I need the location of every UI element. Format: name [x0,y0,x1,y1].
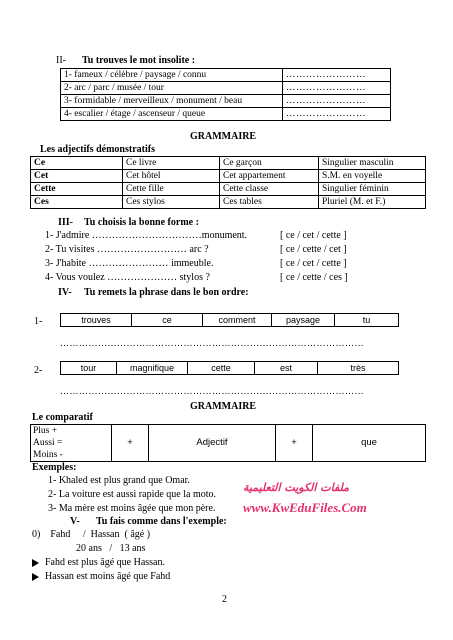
modifier-moins: Moins - [33,450,63,460]
word-cell[interactable]: très [318,362,399,375]
word-cell[interactable]: est [255,362,318,375]
table-cell: Cette [31,183,123,196]
section3-number: III- [58,217,74,228]
sentence1-number: 1- [34,316,43,327]
page-number: 2 [222,594,227,605]
table-row [61,362,399,375]
bullet-text: Fahd est plus âgé que Hassan. [45,557,165,568]
table-cell: Ces stylos [123,196,220,209]
choice-options[interactable]: [ ce / cette / ces ] [280,272,348,283]
sentence1-answer-line[interactable]: …………………………………………………………………………………… [60,338,364,348]
demonstratifs-subtitle: Les adjectifs démonstratifs [40,144,155,155]
insolite-answer[interactable]: …………………… [283,108,391,121]
table-cell: Ces [31,196,123,209]
exemple-item: 3- Ma mère est moins âgée que mon père. [48,503,216,514]
watermark-arabic: ملفات الكويت التعليمية [243,481,350,494]
modifier-plus: Plus + [33,426,58,436]
section4-heading: Tu remets la phrase dans le bon ordre: [84,287,249,298]
table-cell: Cette classe [220,183,319,196]
table-row [31,183,426,196]
table-row [61,95,391,108]
table-cell: Ce livre [123,157,220,170]
plus-sign: + [276,425,313,462]
section4-number: IV- [58,287,72,298]
section3-heading: Tu choisis la bonne forme : [84,217,199,228]
comparatif-modifiers [31,425,112,462]
sentence2-answer-line[interactable]: …………………………………………………………………………………… [60,386,364,396]
comparatif-subtitle: Le comparatif [32,412,93,423]
demonstratifs-table [30,156,426,209]
word-cell[interactable]: magnifique [117,362,188,375]
choice-question: 4- Vous voulez ………………… stylos ? [45,272,210,283]
table-row [61,69,391,82]
table-cell: Singulier masculin [319,157,426,170]
table-cell: S.M. en voyelle [319,170,426,183]
adjectif-cell: Adjectif [149,425,276,462]
word-cell[interactable]: cette [188,362,255,375]
table-row [31,170,426,183]
insolite-answer[interactable]: …………………… [283,82,391,95]
table-cell: Ce garçon [220,157,319,170]
example-ages: 20 ans / 13 ans [76,543,146,554]
section5-heading: Tu fais comme dans l'exemple: [96,516,227,527]
table-cell: Ce [31,157,123,170]
exemples-title: Exemples: [32,462,77,473]
grammaire-title: GRAMMAIRE [190,131,257,142]
section2-number: II- [56,55,66,66]
table-row [31,157,426,170]
exemple-item: 2- La voiture est aussi rapide que la moto. [48,489,217,500]
insolite-answer[interactable]: …………………… [283,95,391,108]
section2-heading: Tu trouves le mot insolite : [82,55,196,66]
insolite-words: 1- fameux / célèbre / paysage / connu [61,69,283,82]
word-cell[interactable]: tu [335,314,399,327]
insolite-table [60,68,391,121]
table-cell: Cet [31,170,123,183]
watermark-url: www.KwEduFiles.Com [243,500,367,515]
arrow-bullet-icon [32,559,39,567]
bullet-item [32,557,165,568]
table-row [61,82,391,95]
section5-number: V- [70,516,80,527]
table-row [61,314,399,327]
insolite-words: 4- escalier / étage / ascenseur / queue [61,108,283,121]
table-row [61,108,391,121]
sentence2-number: 2- [34,365,43,376]
choice-question: 2- Tu visites ……………………… arc ? [45,244,209,255]
modifier-aussi: Aussi = [33,438,63,448]
word-cell[interactable]: paysage [272,314,335,327]
choice-options[interactable]: [ ce / cette / cet ] [280,244,347,255]
insolite-answer[interactable]: …………………… [283,69,391,82]
bullet-item [32,571,170,582]
word-cell[interactable]: tour [61,362,117,375]
comparatif-table [30,424,426,462]
choice-question: 1- J'admire ……………………………monument. [45,230,248,241]
table-row [31,425,426,462]
que-cell: que [313,425,426,462]
choice-question: 3- J'habite …………………… immeuble. [45,258,214,269]
word-cell[interactable]: comment [203,314,272,327]
bullet-text: Hassan est moins âgé que Fahd [45,571,171,582]
grammaire2-title: GRAMMAIRE [190,401,257,412]
table-cell: Ces tables [220,196,319,209]
sentence1-words [60,313,399,327]
plus-sign: + [112,425,149,462]
table-row [31,196,426,209]
choice-options[interactable]: [ ce / cet / cette ] [280,258,347,269]
table-cell: Pluriel (M. et F.) [319,196,426,209]
insolite-words: 3- formidable / merveilleux / monument / beau [61,95,283,108]
table-cell: Cet appartement [220,170,319,183]
sentence2-words [60,361,399,375]
word-cell[interactable]: ce [132,314,203,327]
table-cell: Cette fille [123,183,220,196]
word-cell[interactable]: trouves [61,314,132,327]
arrow-bullet-icon [32,573,39,581]
insolite-words: 2- arc / parc / musée / tour [61,82,283,95]
example-line: 0) Fahd / Hassan ( âgé ) [32,529,151,540]
choice-options[interactable]: [ ce / cet / cette ] [280,230,347,241]
table-cell: Singulier féminin [319,183,426,196]
table-cell: Cet hôtel [123,170,220,183]
exemple-item: 1- Khaled est plus grand que Omar. [48,475,190,486]
